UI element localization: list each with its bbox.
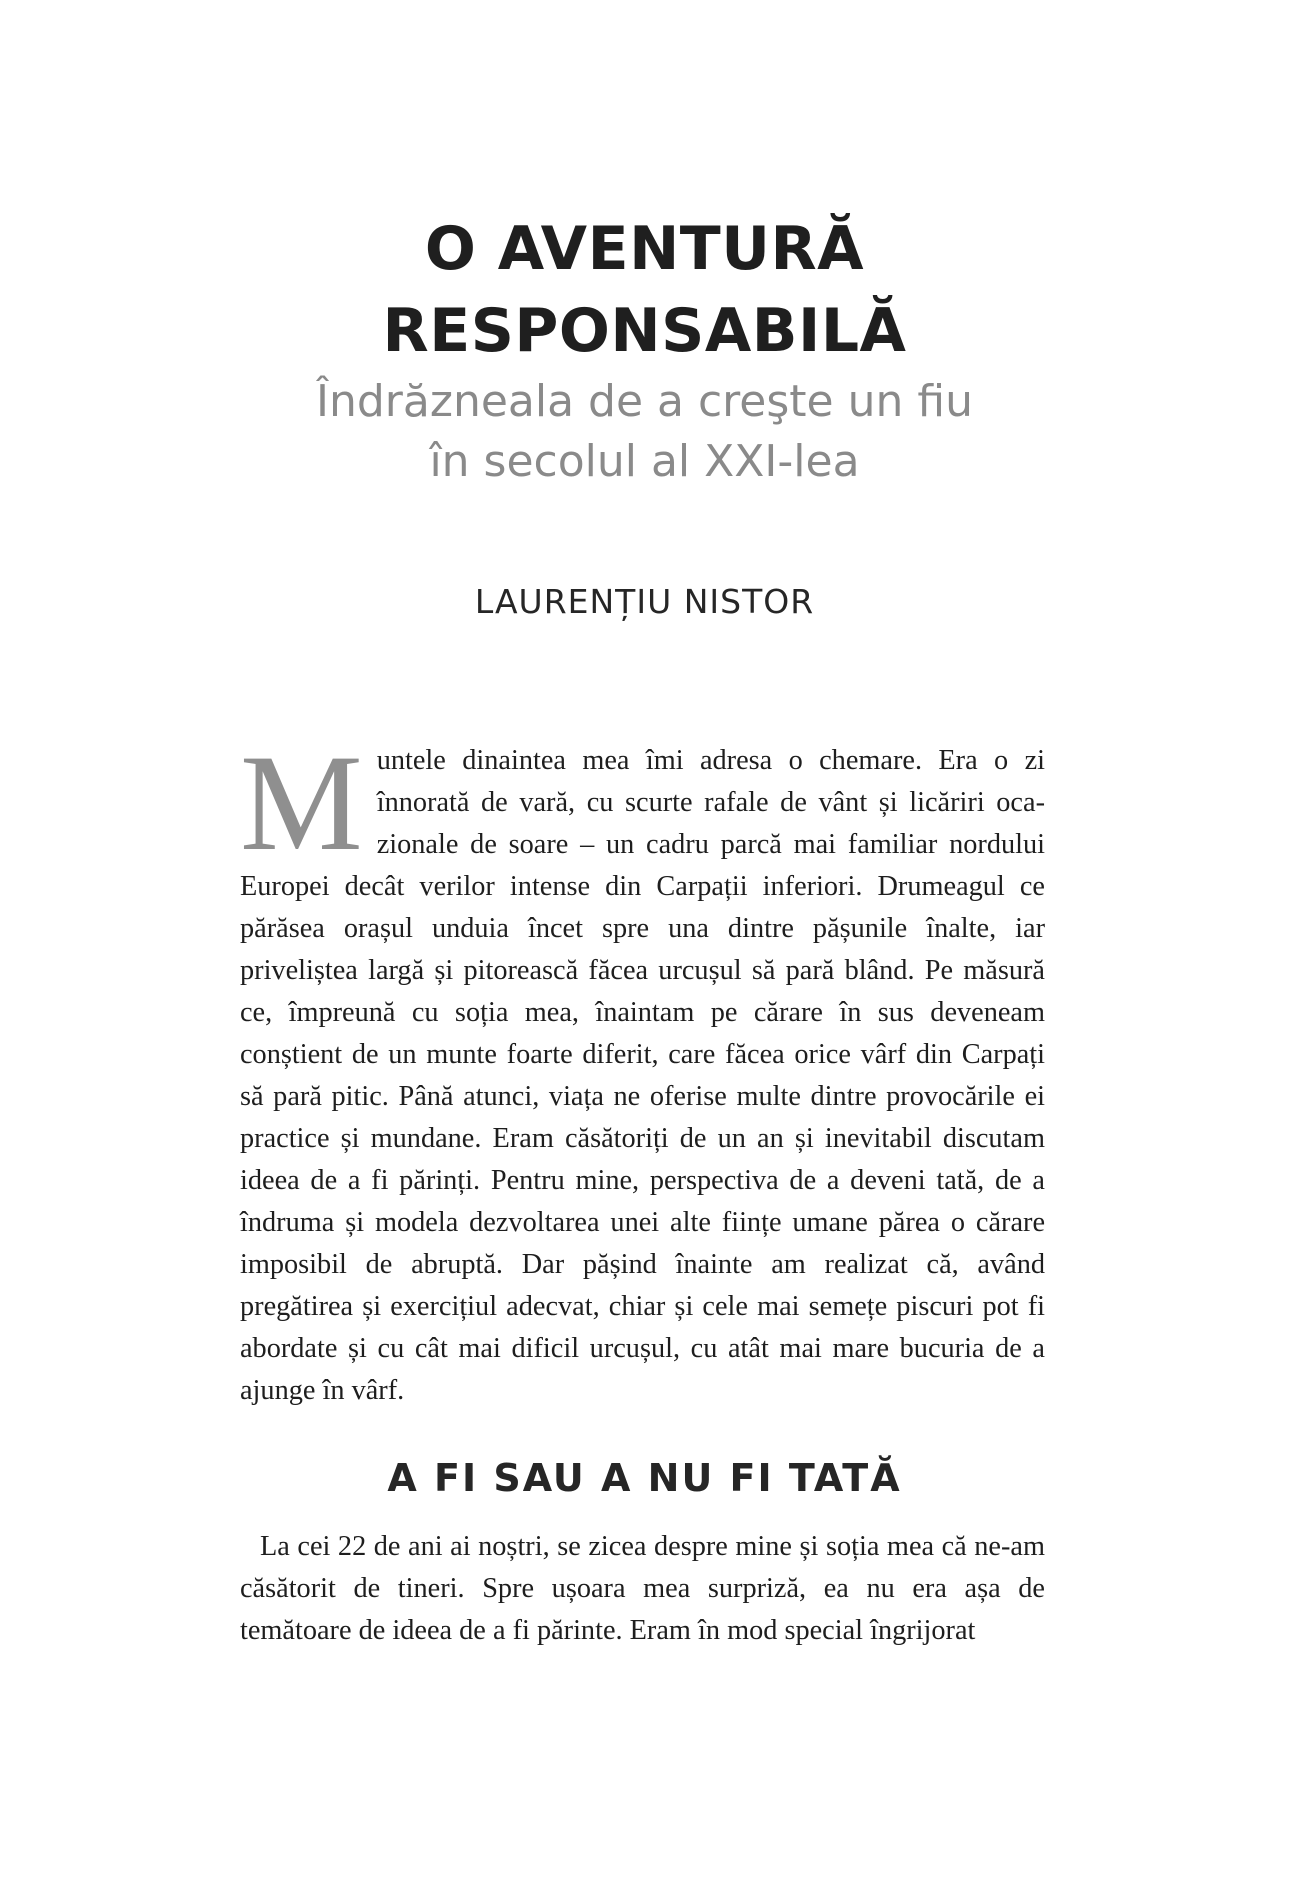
drop-cap: M [240, 726, 363, 879]
intro-paragraph [240, 726, 1045, 1412]
section-paragraph: La cei 22 de ani ai noștri, se zicea despre mine și soția mea că ne-am căsătorit de tineri. Spre ușoara mea surpriză, ea nu era așa de temătoare de ideea de a fi părinte. Eram în mod special îngrijorat [240, 1531, 1045, 1646]
intro-paragraph-text: untele dinaintea mea îmi adresa o chemare. Era o zi înnorată de vară, cu scurte rafale de vânt și licăriri ocazionale de soare – un cadru parcă mai familiar nordului Europei decât verilor intense din Carpații inferiori. Drumeagul ce părăsea orașul unduia încet spre una dintre pășunile înalte, iar priveliștea largă și pitorească făcea urcușul să pară blând. Pe măsură ce, împreună cu soția mea, înaintam pe cărare în sus deveneam conștient de un munte foarte diferit, care făcea orice vârf din Carpați să pară pitic. Până atunci, viața ne oferise multe dintre provocările ei practice și mundane. Eram căsătoriți de un an și inevitabil discutam ideea de a fi părinți. Pentru mine, perspectiva de a deveni tată, de a îndruma și modela dezvoltarea unei alte ființe umane părea o cărare imposibil de abruptă. Dar pășind înainte am realizat că, având pregătirea și exercițiul adecvat, chiar și cele mai semețe piscuri pot fi abordate și cu cât mai dificil urcușul, cu atât mai mare bucuria de a ajunge în vârf. [240, 745, 1045, 1406]
author-name: LAURENȚIU NISTOR [474, 582, 815, 621]
book-title-line-1: O AVENTURĂ [424, 214, 865, 284]
subtitle-line-1: Îndrăzneala de a creşte un fiu [316, 376, 973, 427]
subtitle-line-2: în secolul al XXI-lea [429, 436, 860, 487]
book-title-line-2: RESPONSABILĂ [382, 296, 907, 366]
section-heading: A FI SAU A NU FI TATĂ [387, 1456, 902, 1500]
